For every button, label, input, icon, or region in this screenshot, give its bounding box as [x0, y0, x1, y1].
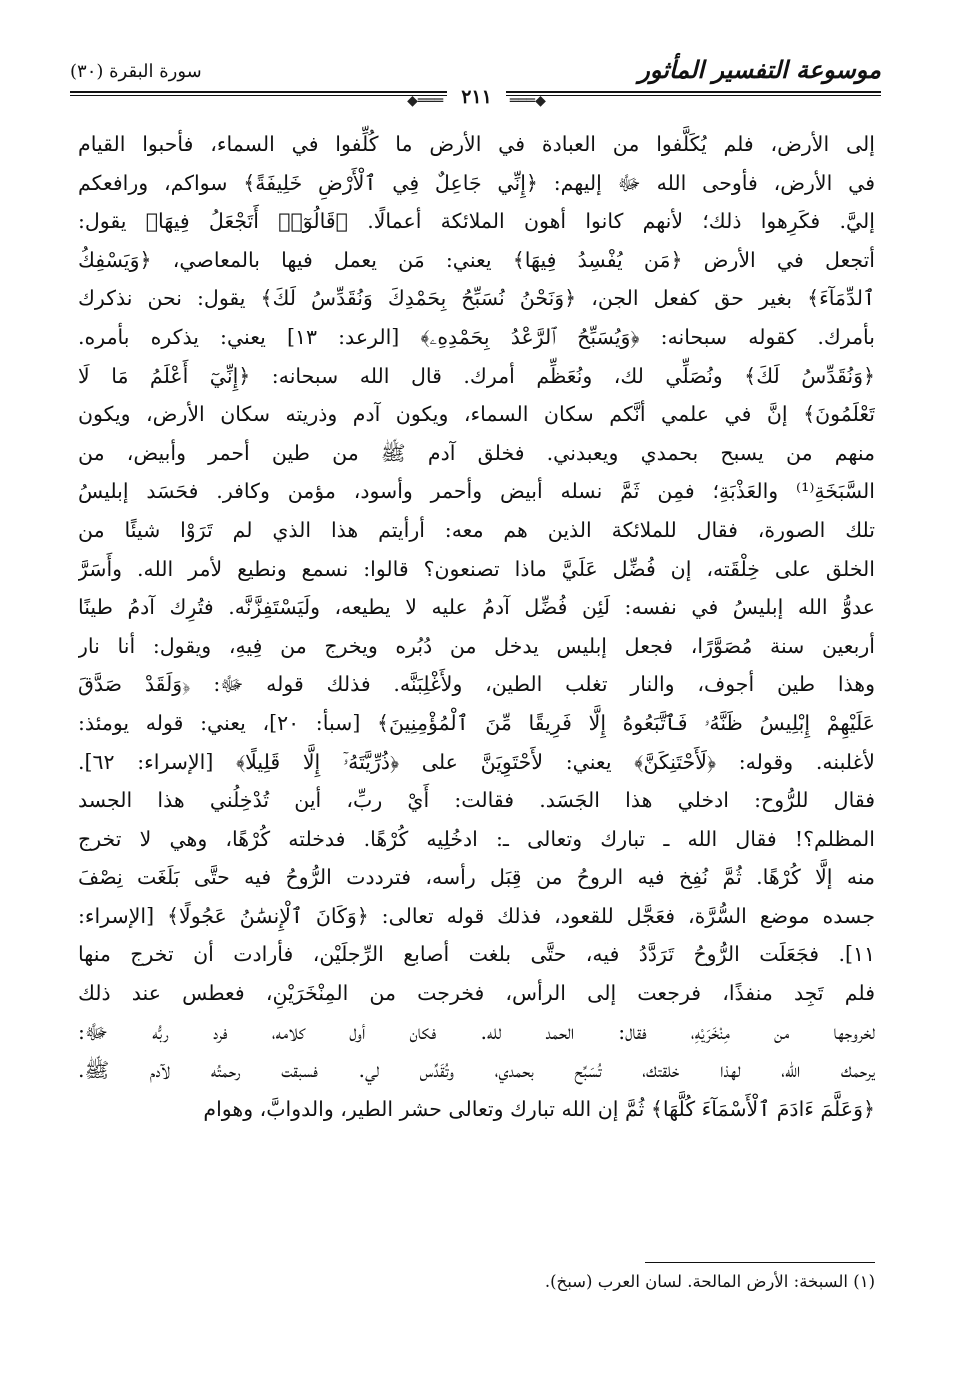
text-line: جسده موضع السُّرَّة، فعَجَّل للقعود، فذلك قوله تعالى: ﴿وَكَانَ ٱلْإِنسَٰنُ عَجُولًا﴾ [الإسراء:: [78, 903, 875, 928]
page-number-bar: [0, 88, 953, 114]
text-line: ٱلدِّمَآءَ﴾ بغير حق كفعل الجن، ﴿وَنَحْنُ نُسَبِّحُ بِحَمْدِكَ وَنُقَدِّسُ لَكَ﴾ يقول: نحن نذكرك: [78, 286, 875, 311]
text-line: ﴿وَنُقَدِّسُ لَكَ﴾ ونُصَلِّي لك، ونُعَظِّم أمرك. قال الله سبحانه: ﴿إِنِّيٓ أَعْلَمُ مَا لَا: [78, 363, 875, 388]
text-line: لخروجها من مِنْخَرَيْهِ، فقال: الحمد لله. فكان أول كلامه، فرد ربُّه ﷻ:: [78, 1019, 875, 1044]
text-line: إليَّ. فكَرِهوا ذلك؛ لأنهم كانوا أهون الملائكة أعمالًا. ﴿قَالُوٓا۟ أَتَجْعَلُ فِيهَا﴾ يقول:: [78, 209, 875, 234]
text-line: أتجعل في الأرض ﴿مَن يُفْسِدُ فِيهَا﴾ يعني: مَن يعمل فيها بالمعاصي، ﴿وَيَسْفِكُ: [78, 247, 875, 272]
text-line: فلم تَجِد منفذًا، فرجعت إلى الرأس، فخرجت من المِنْخَرَيْنِ، فعطس عند ذلك: [78, 981, 875, 1006]
text-line: يرحمك الله، لهذا خلقتك، تُسَبِّح بحمدي، وتُقَدِّس لي. فسبقت رحمتُه لآدم ﷺ.: [78, 1058, 875, 1083]
text-line: إلى الأرض، فلم يُكَلَّفوا من العبادة في الأرض ما كُلِّفوا في السماء، فأحبوا القيام: [78, 132, 875, 156]
text-line: فقال للرُّوح: ادخلي هذا الجَسَد. فقالت: أَيْ ربِّ، أين تُدْخِلُني هذا الجسد: [78, 788, 875, 813]
text-line: ﴿وَعَلَّمَ ءَادَمَ ٱلْأَسْمَآءَ كُلَّهَا﴾ ثُمَّ إن الله تبارك وتعالى حشر الطير، والدوابَّ، وهوام: [203, 1096, 875, 1121]
text-line: في الأرض، فأوحى الله ﷻ إليهم: ﴿إِنِّي جَاعِلٌ فِي ٱلْأَرْضِ خَلِيفَةً﴾ سواكم، ورافعكم: [78, 170, 875, 195]
body-text: [78, 125, 875, 1128]
footnote-rule: [645, 1262, 875, 1263]
footnote: (١) السبخة: الأرض المالحة. لسان العرب (سبخ).: [544, 1272, 875, 1291]
text-line: الخلق على خِلْقَته، إن فُضِّل عَلَيَّ ماذا تصنعون؟ قالوا: نسمع ونطيع لأمر الله. وأَسَرَّ: [78, 556, 875, 581]
text-line: عدوُّ الله إبليسُ في نفسه: لَئِن فُضِّل آدمُ عليه لا يطيعه، ولَيَسْتَفِزَّنَّه. فتُرِك آدمُ طينًا: [78, 595, 875, 620]
text-line: السَّبَخَةِ⁽¹⁾ والعَذْبَةِ؛ فمِن ثَمَّ نسله أبيض وأحمر وأسود، مؤمن وكافر. فحَسَد إبليسُ: [78, 479, 875, 504]
text-line: أربعين سنة مُصَوَّرًا، فجعل إبليس يدخل من دُبُره ويخرج من فِيهِ، ويقول: أنا نار: [78, 633, 875, 658]
text-line: ١١]. فجَعَلَت الرُّوحُ تَرَدَّدُ فيه، حتَّى بلغت أصابع الرِّجلَيْن، فأرادت أن تخرج منها: [78, 942, 875, 967]
surah-title: سورة البقرة (٣٠): [70, 61, 202, 82]
text-line: لأغلبنه. وقوله: ﴿لَأَحْتَنِكَنَّ﴾ يعني: لأَحْتَوِيَنَّ على ﴿ذُرِّيَّتَهُۥٓ إِلَّا قَلِيلًا﴾ [الإسراء: ٦٢].: [78, 749, 875, 774]
text-line: تَعْلَمُونَ﴾ إنَّ في علمي أنَّكم سكان السماء، ويكون آدم وذريته سكان الأرض، ويكون: [78, 402, 875, 427]
text-line: وهذا طين أجوف، والنار تغلب الطين، ولأَغْلِبَنَّه. فذلك قوله ﷻ: ﴿وَلَقَدْ صَدَّقَ: [78, 672, 875, 697]
page-number: ٢١١: [447, 86, 506, 108]
text-line: تلك الصورة، فقال للملائكة الذين هم معه: أرأيتم هذا الذي لم تَرَوْا شيئًا من: [78, 517, 875, 542]
text-line: منهم من يسبح بحمدي ويعبدني. فخلق آدم ﷺ من طين أحمر وأبيض، من: [78, 440, 875, 465]
ornament-left-icon: ◆═══: [407, 93, 444, 109]
text-line: المظلم؟! فقال الله ـ تبارك وتعالى ـ: ادخُلِيه كُرْهًا. فدخلته كُرْهًا، وهي لا تخرج: [78, 826, 875, 851]
text-line: عَلَيْهِمْ إِبْلِيسُ ظَنَّهُۥ فَٱتَّبَعُوهُ إِلَّا فَرِيقًا مِّنَ ٱلْمُؤْمِنِينَ﴾ [سبأ: ٢٠]، يعني: قوله يومئذ:: [78, 710, 875, 735]
ornament-right-icon: ═══◆: [509, 93, 546, 109]
text-line: منه إلَّا كُرْهًا. ثُمَّ نُفِخ فيه الروحُ من قِبَل رأسه، فترددت الرُّوحُ فيه حتَّى بَلَغَت نِصْفَ: [78, 865, 875, 890]
text-line: بأمرك. كقوله سبحانه: ﴿وَيُسَبِّحُ ٱلرَّعْدُ بِحَمْدِهِۦ﴾ [الرعد: ١٣] يعني: يذكره بأمره.: [78, 324, 875, 349]
book-title: موسوعة التفسير المأثور: [638, 55, 881, 84]
